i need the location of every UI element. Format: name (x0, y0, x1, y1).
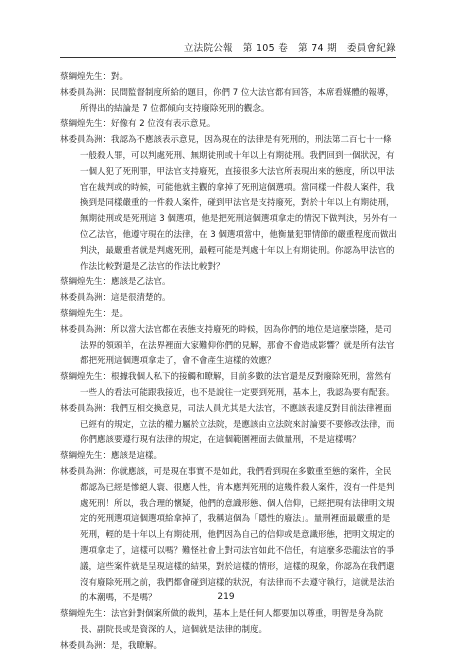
page-number: 219 (217, 592, 235, 602)
running-header (60, 40, 396, 54)
transcript-paragraph: 林委員為洲：是，我瞭解。 (60, 640, 163, 651)
transcript-paragraph: 林委員為洲：我們互相交換意見，司法人員尤其是大法官，不應該表達反對目前法律裡面已經有的規定，立法的權力屬於立法院，是應該由立法院來討論要不要修改法律，而你們應該要遵行現有法律的規定，在這個範圍裡面去做量刑，不是這樣嗎？ (60, 403, 395, 446)
publication-name: 立法院公報 (183, 43, 233, 54)
transcript-paragraph: 蔡綱煌先生：是。 (60, 308, 129, 319)
volume-number: 第 105 卷 (242, 43, 289, 54)
transcript-paragraph: 林委員為洲：我認為不應該表示意見，因為現在的法律是有死刑的，刑法第二百七十一條一般殺人罪，可以判處死刑、無期徒刑或十年以上有期徒刑。我們回到一個狀況，有一個人犯了死刑罪，甲法官支持廢死，直接很多大法官所表現出來的態度，所以甲法官在裁判或的時候，可能他就主觀的拿掉了死刑這個選項。當同樣一件殺人案件，我換到是同樣嚴重的一件殺人案件，碰到甲法官是支持廢死，對於十年以上有期徒刑，無期徒刑或是死刑這 3 個選項，他是把死刑這個選項拿走的情況下做判決，另外有一位乙法官，他遵守現在的法律，在 3 個選項當中，他衡量犯罪情節的嚴重程度而做出判決，最嚴重者就是判處死刑，最輕可能是判處十年以上有期徒刑。你認為甲法官的作法比較對還是乙法官的作法比較對？ (60, 135, 397, 272)
section-name: 委員會紀錄 (346, 43, 396, 54)
transcript-paragraph: 林委員為洲：所以當大法官都在表態支持廢死的時候，因為你們的地位是這麼崇隆，是司法界的領頭羊，在法界裡面大家難仰你們的見解，那會不會造成影響？就是所有法官都把死刑這個選項拿走了，會不會產生這樣的效應？ (60, 324, 395, 367)
transcript-paragraph: 林委員為洲：民間監督制度所給的題目，你們 7 位大法官都有回答，本席看媒體的報導，所得出的結論是 7 位都傾向支持廢除死刑的觀念。 (60, 87, 394, 114)
header-divider (60, 57, 396, 58)
transcript-paragraph: 蔡綱煌先生：對。 (60, 72, 129, 82)
transcript-paragraph: 林委員為洲：這是很清楚的。 (60, 293, 171, 304)
transcript-paragraph: 蔡綱煌先生：法官針對個案所做的裁判，基本上是任何人都要加以尊重，明智是身為院長、副院長或是資深的人，這個就是法律的制度。 (60, 609, 384, 635)
transcript-paragraph: 林委員為洲：你就應該，可是現在事實不是如此，我們看到現在多數重至態的案件，全民都認為已經是慘絕人寰、很應人性，肯本應判死刑的這幾件殺人案件，沒有一件是判處死刑！所以，我合理的懷疑，他們的意識形態、個人信仰，已經把現有法律明文規定的死刑選項這個選項給拿掉了，我稱這個為「隱性的廢法」。量刑裡面最嚴重的是死刑，輕的是十年以上有期徒刑，他們因為自己的信仰或是意識形態，把明文規定的選項拿走了，這樣可以嗎？難怪社會上對司法官如此不信任，有這麼多恐龍法官的爭議，這些案件就是呈現這樣的結果，對於這樣的情形，這樣的現象，你認為在我們還沒有廢除死刑之前，我們都會碰到這樣的狀況，有法律而不去遵守執行，這就是法治的本潮嗎，不是嗎？ (60, 466, 395, 604)
transcript-body (60, 70, 398, 654)
transcript-paragraph: 蔡綱煌先生：應該是乙法官。 (60, 277, 171, 288)
transcript-paragraph: 蔡綱煌先生：應該是這樣。 (60, 451, 163, 462)
transcript-paragraph: 蔡綱煌先生：根據我個人私下的接觸和瞭解，目前多數的法官還是反對廢除死刑，當然有一些人的看法可能跟我接近，也不是說往一定要到死刑，基本上，我認為要有配套。 (60, 372, 395, 398)
transcript-paragraph: 蔡綱煌先生：好像有 2 位沒有表示意見。 (60, 119, 216, 130)
issue-number: 第 74 期 (298, 43, 338, 54)
